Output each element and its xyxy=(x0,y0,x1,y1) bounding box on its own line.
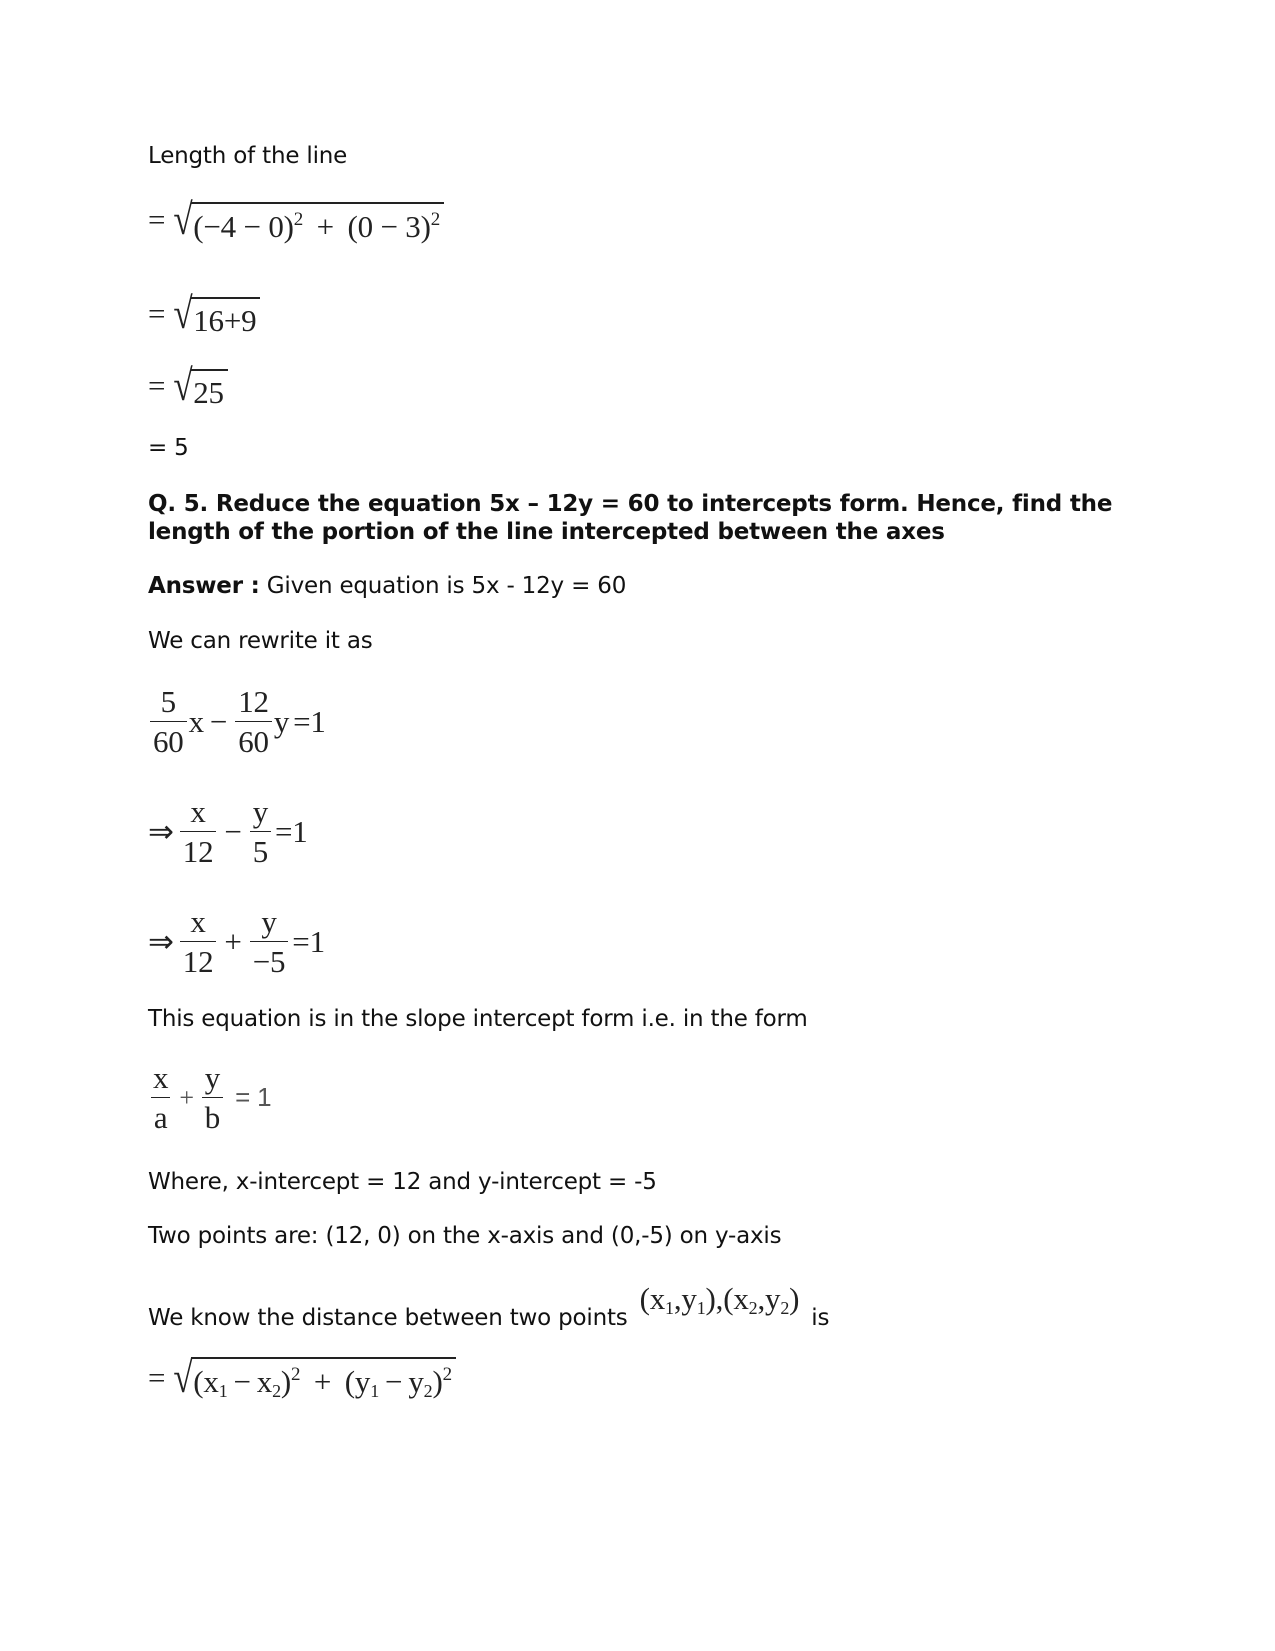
step-25 xyxy=(148,361,228,410)
point-pair: $(x_1,y_1),(x_2,y_2)$ xyxy=(639,1280,800,1318)
plus-sign: + xyxy=(313,1364,332,1399)
denominator: 12 xyxy=(180,831,217,867)
radical-icon: √ xyxy=(173,289,193,338)
square-root xyxy=(171,361,228,410)
fraction xyxy=(180,906,217,977)
equals-one: = 1 xyxy=(235,1082,272,1112)
numerator: x xyxy=(153,1060,169,1095)
denominator: a xyxy=(151,1097,171,1133)
equals-sign: = xyxy=(148,296,166,331)
subscript: 2 xyxy=(780,1297,790,1318)
exponent: 2 xyxy=(293,209,304,230)
minus-sign: − xyxy=(224,813,242,849)
numerator: y xyxy=(261,904,277,939)
distance-formula xyxy=(148,1353,456,1402)
equals-sign: = xyxy=(148,1360,166,1395)
fraction xyxy=(235,686,272,757)
minus-sign: − xyxy=(233,1364,251,1399)
answer-line xyxy=(148,572,626,600)
intercepts-line: Where, x-intercept = 12 and y-intercept = -5 xyxy=(148,1169,657,1195)
radical-icon: √ xyxy=(173,1353,193,1402)
answer-label: Answer : xyxy=(148,573,260,599)
plus-sign: + xyxy=(316,209,334,244)
rewrite-line: We can rewrite it as xyxy=(148,628,373,654)
length-label: Length of the line xyxy=(148,143,348,169)
subscript: 2 xyxy=(423,1381,433,1401)
equation-rewrite xyxy=(148,686,326,757)
equation-step-2 xyxy=(148,796,308,867)
var: x xyxy=(203,1364,219,1399)
step-sum xyxy=(148,289,260,338)
comma: , xyxy=(757,1280,766,1316)
subscript: 1 xyxy=(218,1381,228,1401)
denominator: −5 xyxy=(250,941,289,977)
denominator: 60 xyxy=(235,721,272,757)
fraction xyxy=(180,796,217,867)
radicand: $(x_1 - x_2)^2 + (y_1 - y_2)^2$ xyxy=(191,1357,456,1400)
numerator: x xyxy=(190,794,206,829)
minus-sign: − xyxy=(385,1364,403,1399)
comma: , xyxy=(715,1280,724,1316)
equals-sign: = xyxy=(148,368,166,403)
exponent: 2 xyxy=(291,1364,301,1385)
term-b: (0 − 3) xyxy=(347,209,431,244)
comma: , xyxy=(673,1280,682,1316)
square-root xyxy=(171,289,260,338)
equals-one: =1 xyxy=(292,923,325,959)
subscript: 2 xyxy=(272,1381,281,1401)
points-line: Two points are: (12, 0) on the x-axis and (0,-5) on y-axis xyxy=(148,1223,782,1249)
radicand xyxy=(191,202,444,242)
radicand: 25 xyxy=(191,369,228,408)
equals-one: =1 xyxy=(275,813,308,849)
square-root xyxy=(171,1353,456,1402)
var: y xyxy=(354,1364,371,1399)
var: y xyxy=(765,1280,781,1316)
length-formula xyxy=(148,195,444,244)
var: y xyxy=(681,1280,697,1316)
variable-y: y xyxy=(273,703,290,739)
denominator: 5 xyxy=(250,831,271,867)
minus-sign: − xyxy=(209,703,228,739)
square-root xyxy=(171,195,444,244)
distance-line xyxy=(148,1280,830,1332)
var: x xyxy=(649,1280,666,1316)
radical-icon: √ xyxy=(173,195,193,244)
numerator: 5 xyxy=(160,684,176,719)
exponent: 2 xyxy=(442,1364,452,1385)
equals-one: =1 xyxy=(293,703,326,739)
denominator: 12 xyxy=(180,941,217,977)
fraction xyxy=(202,1062,223,1133)
term-a: (−4 − 0) xyxy=(193,209,294,244)
distance-text: We know the distance between two points xyxy=(148,1305,628,1331)
equation-step-3 xyxy=(148,906,325,977)
fraction xyxy=(150,1062,171,1133)
radicand: 16+9 xyxy=(191,297,260,336)
implies-icon: ⇒ xyxy=(148,813,174,849)
result-line: = 5 xyxy=(148,435,189,461)
radical-icon: √ xyxy=(173,361,193,410)
var: y xyxy=(408,1364,424,1399)
subscript: 2 xyxy=(748,1297,758,1318)
numerator: y xyxy=(204,1060,221,1095)
numerator: y xyxy=(252,794,268,829)
answer-text: Given equation is 5x - 12y = 60 xyxy=(259,573,627,599)
var: x xyxy=(733,1280,749,1316)
exponent: 2 xyxy=(430,209,441,230)
slope-form-line: This equation is in the slope intercept form i.e. in the form xyxy=(148,1006,808,1032)
question-heading: Q. 5. Reduce the equation 5x – 12y = 60 to intercepts form. Hence, find the length of the portion of the line intercepted between the axes xyxy=(148,491,1113,545)
variable-x: x xyxy=(188,703,204,739)
plus-sign: + xyxy=(224,923,242,959)
subscript: 1 xyxy=(665,1297,674,1318)
fraction xyxy=(250,796,271,867)
denominator: 60 xyxy=(150,721,187,757)
is-text: is xyxy=(811,1305,830,1331)
equals-sign: = xyxy=(148,202,166,237)
var: x xyxy=(256,1364,273,1399)
numerator: 12 xyxy=(238,684,269,719)
subscript: 1 xyxy=(696,1297,706,1318)
fraction xyxy=(250,906,289,977)
denominator: b xyxy=(202,1097,223,1133)
implies-icon: ⇒ xyxy=(148,923,174,959)
plus-sign: + xyxy=(179,1082,194,1112)
general-form xyxy=(148,1062,271,1133)
fraction xyxy=(150,686,187,757)
subscript: 1 xyxy=(370,1381,380,1401)
numerator: x xyxy=(190,904,206,939)
